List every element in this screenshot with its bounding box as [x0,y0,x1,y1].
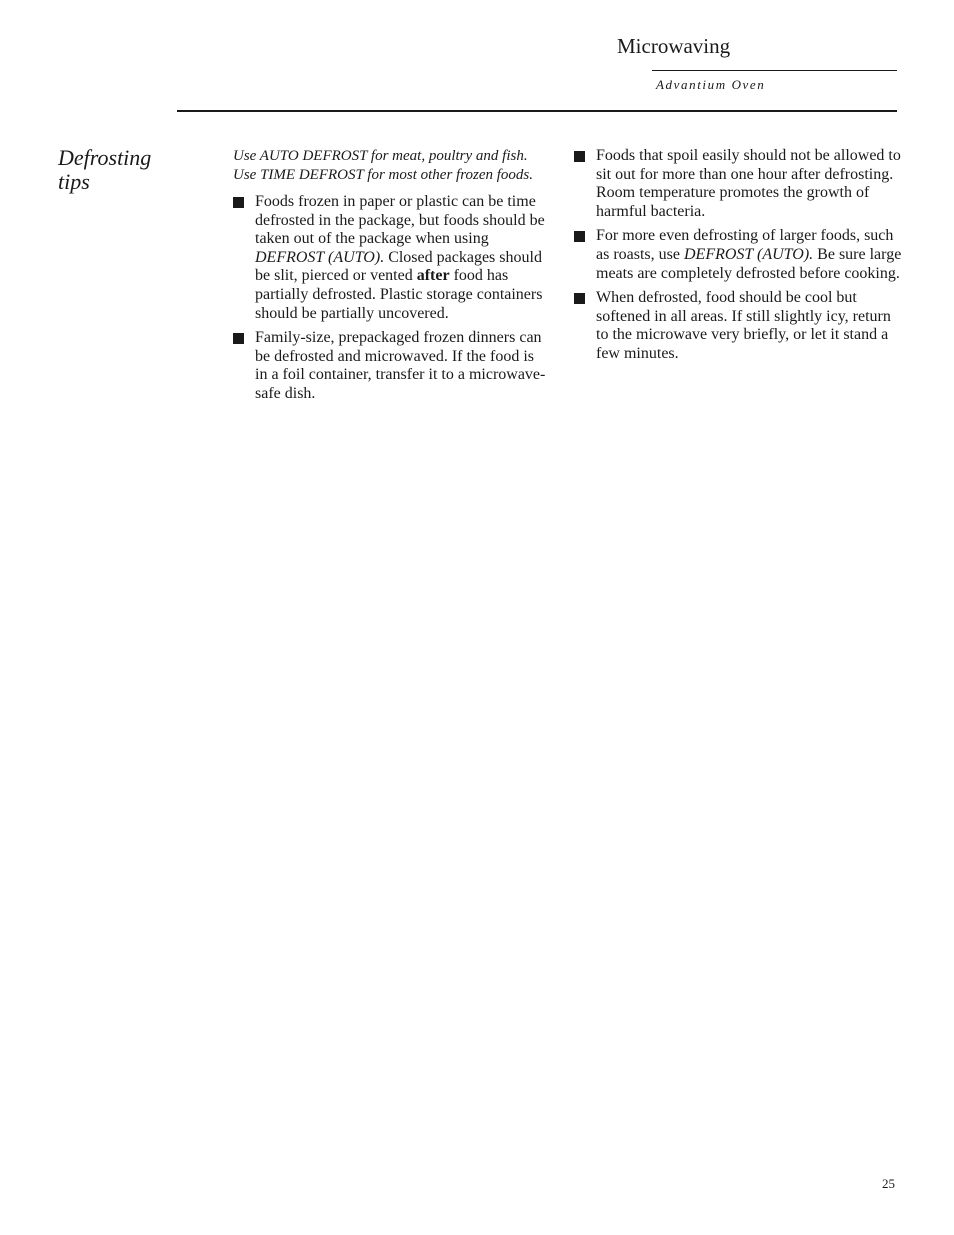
product-subtitle: Advantium Oven [656,77,766,92]
list-item [233,193,548,323]
header-divider-long [177,110,897,112]
section-heading [58,146,178,194]
right-column [574,147,902,370]
list-item [574,147,902,221]
square-bullet-icon [233,197,244,208]
square-bullet-icon [574,293,585,304]
list-item-text: Family-size, prepackaged frozen dinners can be defrosted and microwaved. If the food is in a foil container, transfer it to a microwave-safe dish. [255,329,546,402]
after-bold: after [416,267,450,285]
list-item [574,289,902,363]
left-column [233,147,548,410]
square-bullet-icon [233,333,244,344]
list-item-text: Foods that spoil easily should not be allowed to sit out for more than one hour after defrosting. Room temperature promotes the growth of harmful bacteria. [596,147,901,220]
defrost-auto-emphasis: DEFROST (AUTO). [683,245,814,263]
square-bullet-icon [574,151,585,162]
list-item-text: For more even defrosting of larger foods, such as roasts, use DEFROST (AUTO). Be sure large meats are completely defrosted before cooking. [596,227,902,282]
section-heading-line-1: Defrosting [58,145,152,170]
list-item-text: Foods frozen in paper or plastic can be time defrosted in the package, but foods should be taken out of the package when using DEFROST (AUTO). Closed packages should be slit, pierced or vented after food has partially defrosted. Plastic storage containers should be partially uncovered. [255,193,545,322]
section-heading-line-2: tips [58,169,90,194]
list-item [233,329,548,403]
square-bullet-icon [574,231,585,242]
chapter-title: Microwaving [617,34,731,58]
header-divider-short [652,70,897,71]
list-item-text: When defrosted, food should be cool but softened in all areas. If still slightly icy, return to the microwave very briefly, or let it stand a few minutes. [596,289,891,362]
defrost-auto-emphasis: DEFROST (AUTO). [255,248,385,266]
page-number: 25 [882,1176,895,1191]
intro-text: Use AUTO DEFROST for meat, poultry and fish. Use TIME DEFROST for most other frozen foods. [233,148,533,183]
list-item [574,227,902,283]
